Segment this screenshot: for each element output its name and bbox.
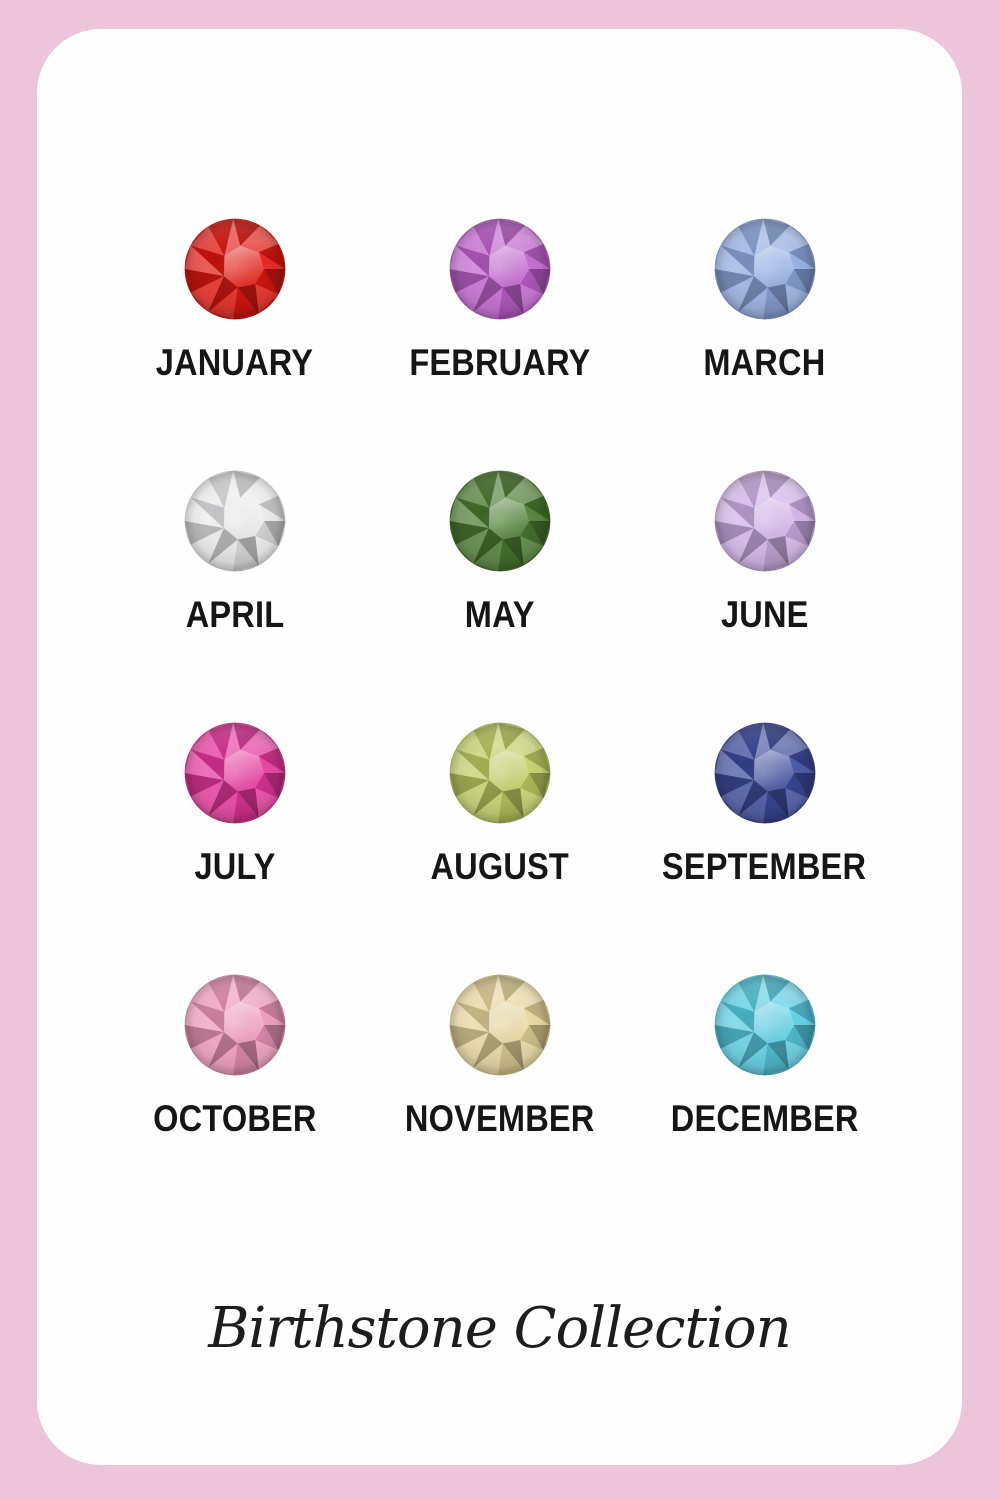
- month-label: APRIL: [185, 594, 284, 635]
- month-label: NOVEMBER: [404, 1098, 595, 1139]
- peridot-gem-icon: [447, 720, 553, 826]
- birthstone-cell: [367, 186, 632, 438]
- birthstone-cell: [632, 942, 897, 1194]
- birthstone-cell: [367, 942, 632, 1194]
- birthstone-cell: [632, 186, 897, 438]
- alexandrite-gem-icon: [712, 468, 818, 574]
- birthstone-grid: [37, 29, 962, 1194]
- month-label: SEPTEMBER: [662, 846, 867, 887]
- birthstone-cell: [367, 690, 632, 942]
- month-label: AUGUST: [430, 846, 569, 887]
- month-label: OCTOBER: [152, 1098, 317, 1139]
- birthstone-cell: [102, 186, 367, 438]
- sapphire-gem-icon: [712, 720, 818, 826]
- month-label: JANUARY: [155, 342, 314, 383]
- birthstone-cell: [632, 438, 897, 690]
- month-label: MARCH: [703, 342, 826, 383]
- birthstone-cell: [102, 942, 367, 1194]
- collection-title: Birthstone Collection: [208, 1296, 791, 1361]
- birthstone-cell: [102, 690, 367, 942]
- topaz-gem-icon: [447, 972, 553, 1078]
- birthstone-cell: [102, 438, 367, 690]
- month-label: MAY: [464, 594, 535, 635]
- aquamarine-gem-icon: [712, 216, 818, 322]
- birthstone-cell: [367, 438, 632, 690]
- garnet-gem-icon: [182, 216, 288, 322]
- month-label: JULY: [194, 846, 275, 887]
- poster-card: [37, 29, 962, 1465]
- emerald-gem-icon: [447, 468, 553, 574]
- diamond-gem-icon: [182, 468, 288, 574]
- blue-zircon-gem-icon: [712, 972, 818, 1078]
- amethyst-gem-icon: [447, 216, 553, 322]
- month-label: FEBRUARY: [408, 342, 591, 383]
- ruby-gem-icon: [182, 720, 288, 826]
- birthstone-cell: [632, 690, 897, 942]
- month-label: JUNE: [720, 594, 809, 635]
- month-label: DECEMBER: [670, 1098, 859, 1139]
- tourmaline-gem-icon: [182, 972, 288, 1078]
